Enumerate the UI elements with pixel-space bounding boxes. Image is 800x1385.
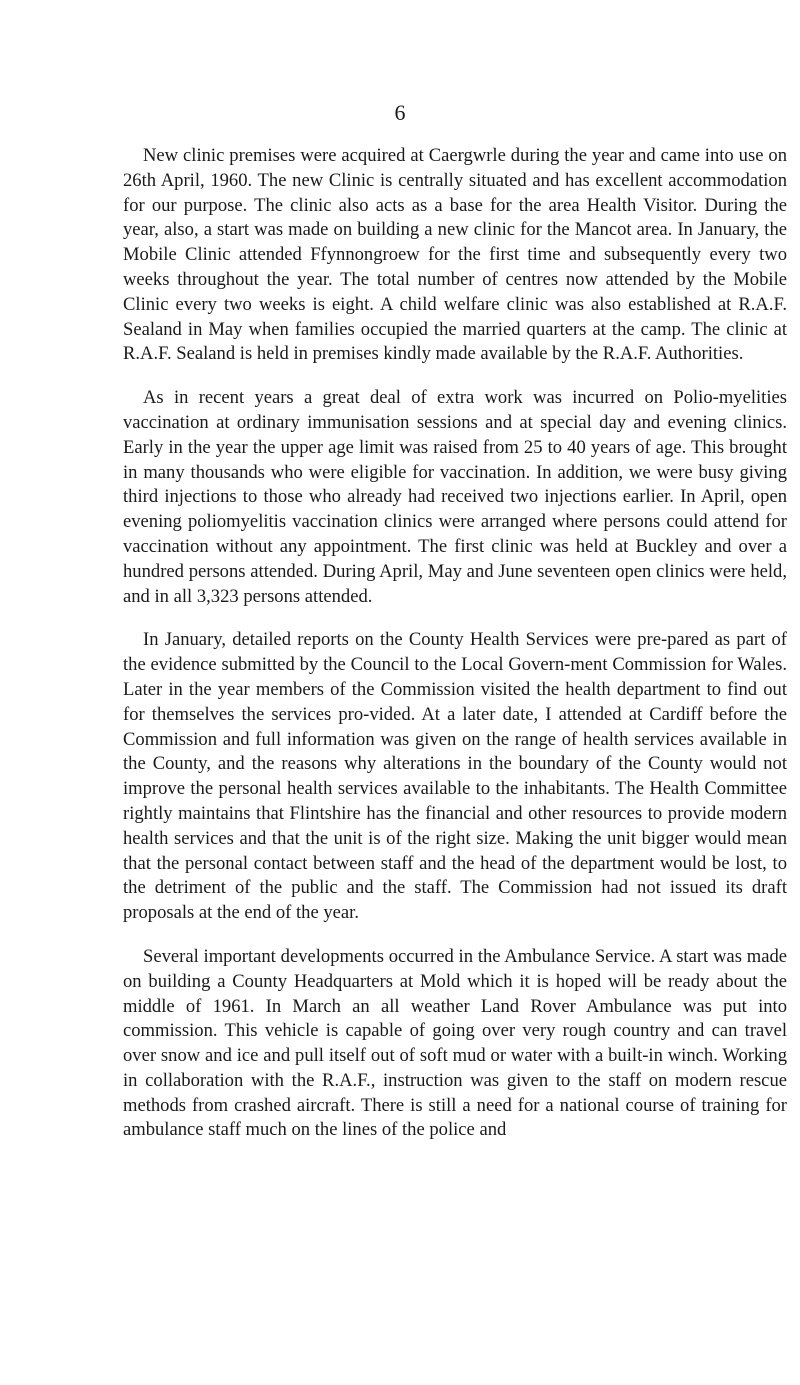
paragraph-local-government-commission: In January, detailed reports on the County Health Services were pre-pared as part of the evidence submitted by the Council to the Local Govern-ment Commission for Wales. Later in the year members of the Commission visited the health department to find out for themselves the services pro-vided. At a later date, I attended at Cardiff before the Commission and full information was given on the range of health services available in the County, and the reasons why alterations in the boundary of the County would not improve the personal health services available to the inhabitants. The Health Committee rightly maintains that Flintshire has the financial and other resources to provide modern health services and that the unit is of the right size. Making the unit bigger would mean that the personal contact between staff and the head of the department would be lost, to the detriment of the public and the staff. The Commission had not issued its draft proposals at the end of the year. [123, 629, 787, 924]
paragraph-polio-vaccination: As in recent years a great deal of extra work was incurred on Polio-myelities vaccination at ordinary immunisation sessions and at special day and evening clinics. Early in the year the upper age limit was raised from 25 to 40 years of age. This brought in many thousands who were eligible for vaccination. In addition, we were busy giving third injections to those who already had received two injections earlier. In April, open evening poliomyelitis vaccination clinics were arranged where persons could attend for vaccination without any appointment. The first clinic was held at Buckley and over a hundred persons attended. During April, May and June seventeen open clinics were held, and in all 3,323 persons attended. [123, 387, 787, 607]
page-number: 6 [394, 100, 406, 125]
paragraph-ambulance-service: Several important developments occurred in the Ambulance Service. A start was made on building a County Headquarters at Mold which it is hoped will be ready about the middle of 1961. In March an all weather Land Rover Ambulance was put into commission. This vehicle is capable of going over very rough country and can travel over snow and ice and pull itself out of soft mud or water with a built-in winch. Working in collaboration with the R.A.F., instruction was given to the staff on modern rescue methods from crashed aircraft. There is still a need for a national course of training for ambulance staff much on the lines of the police and [123, 945, 787, 1141]
paragraph-clinic-premises: New clinic premises were acquired at Caergwrle during the year and came into use on 26th April, 1960. The new Clinic is centrally situated and has excellent accommodation for our purpose. The clinic also acts as a base for the area Health Visitor. During the year, also, a start was made on building a new clinic for the Mancot area. In January, the Mobile Clinic attended Ffynnongroew for the first time and subsequently every two weeks throughout the year. The total number of centres now attended by the Mobile Clinic every two weeks is eight. A child welfare clinic was also established at R.A.F. Sealand in May when families occupied the married quarters at the camp. The clinic at R.A.F. Sealand is held in premises kindly made available by the R.A.F. Authorities. [123, 145, 787, 365]
document-body [123, 144, 787, 1162]
